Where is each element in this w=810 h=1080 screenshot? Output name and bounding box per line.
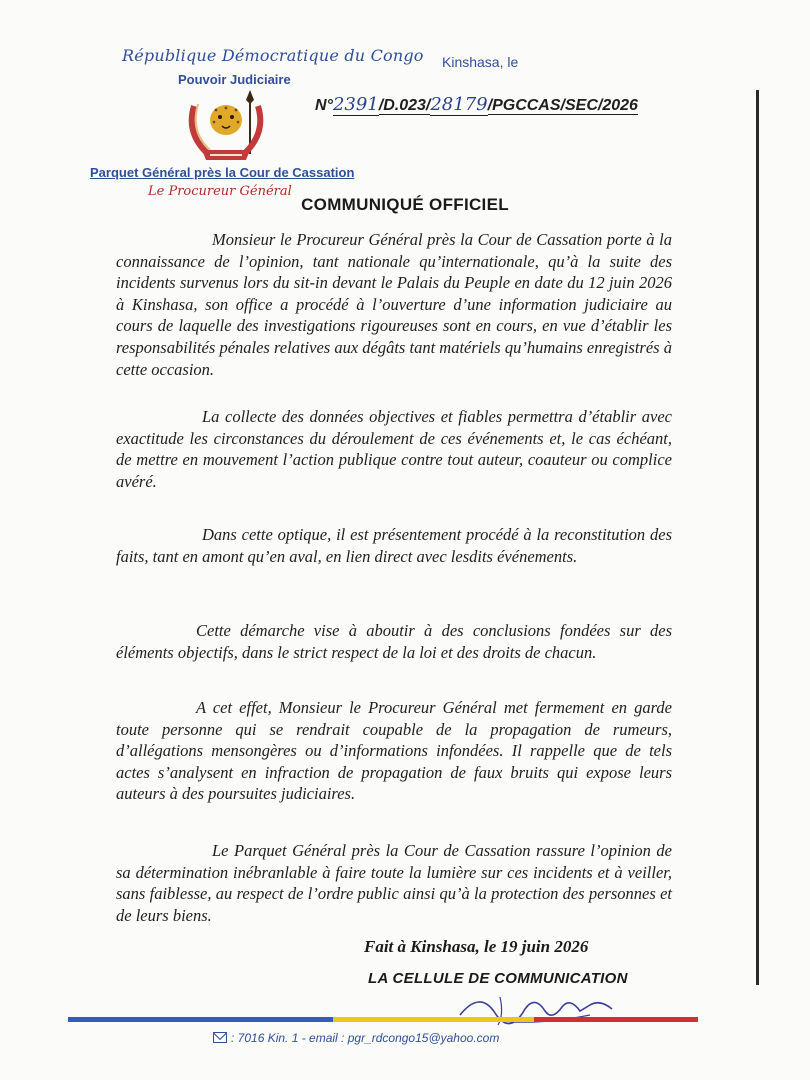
reference-segment-1: /D.023/ bbox=[378, 97, 431, 114]
header-place-date: Kinshasa, le bbox=[442, 54, 519, 70]
header-office: Parquet Général près la Cour de Cassation bbox=[90, 165, 355, 180]
envelope-icon bbox=[213, 1032, 227, 1043]
paragraph-4 bbox=[116, 620, 672, 663]
reference-handwritten-number-2: 28179 bbox=[430, 94, 488, 115]
header-official: Le Procureur Général bbox=[148, 184, 292, 199]
closing-place-date: Fait à Kinshasa, le 19 juin 2026 bbox=[364, 937, 589, 956]
closing-signatory: LA CELLULE DE COMMUNICATION bbox=[368, 970, 628, 987]
paragraph-3 bbox=[116, 524, 672, 567]
flag-red-segment bbox=[534, 1017, 698, 1022]
paragraph-1-text: Monsieur le Procureur Général près la Cour de Cassation porte à la connaissance de l’opinion, tant nationale qu’internationale, qu’à la suite des incidents survenus lors du sit-in devant le Palais du Peuple en date du 12 juin 2026 à Kinshasa, son office a procédé à l’ouverture d’une information judiciaire au cours de laquelle des investigations rigoureuses sont en cours, en vue d’établir les responsabilités pénales relatives aux dégâts tant matériels qu’humains enregistrés à cette occasion. bbox=[116, 230, 672, 379]
paragraph-5 bbox=[116, 697, 672, 805]
reference-number bbox=[315, 94, 638, 115]
coat-of-arms-icon bbox=[180, 88, 272, 166]
paragraph-6 bbox=[116, 840, 672, 926]
flag-yellow-segment bbox=[333, 1017, 535, 1022]
paragraph-5-text: A cet effet, Monsieur le Procureur Général met fermement en garde toute personne qui se rendrait coupable de la propagation de rumeurs, d’allégations mensongères ou d’informations infondées. Il rappelle que de tels actes s’analysent en infraction de propagation de faux bruits qui expose leurs auteurs à des poursuites judiciaires. bbox=[116, 698, 672, 804]
document-title: COMMUNIQUÉ OFFICIEL bbox=[301, 195, 509, 214]
paragraph-6-text: Le Parquet Général près la Cour de Cassation rassure l’opinion de sa détermination inébranlable à faire toute la lumière sur ces incidents et à veiller, sans faiblesse, au respect de l’ordre public ainsi qu’à la protection des personnes et de leurs biens. bbox=[116, 841, 672, 925]
paragraph-1 bbox=[116, 229, 672, 380]
paragraph-4-text: Cette démarche vise à aboutir à des conclusions fondées sur des éléments objectifs, dans le strict respect de la loi et des droits de chacun. bbox=[116, 621, 672, 662]
reference-handwritten-number: 2391 bbox=[332, 94, 379, 115]
reference-prefix: N° bbox=[315, 97, 333, 114]
flag-blue-segment bbox=[68, 1017, 333, 1022]
paragraph-2 bbox=[116, 406, 672, 492]
header-power: Pouvoir Judiciaire bbox=[178, 72, 291, 87]
footer-contact-text: : 7016 Kin. 1 - email : pgr_rdcongo15@yahoo.com bbox=[231, 1031, 500, 1045]
paragraph-3-text: Dans cette optique, il est présentement procédé à la reconstitution des faits, tant en amont qu’en aval, en lien direct avec lesdits événements. bbox=[116, 525, 672, 566]
paragraph-2-text: La collecte des données objectives et fiables permettra d’établir avec exactitude les circonstances du déroulement de ces événements et, le cas échéant, de mettre en mouvement l’action publique contre tout auteur, coauteur ou complice avéré. bbox=[116, 407, 672, 491]
handwritten-signature bbox=[440, 985, 640, 1030]
header-republic: République Démocratique du Congo bbox=[122, 46, 424, 65]
footer-contact bbox=[213, 1031, 499, 1045]
reference-segment-2: /PGCCAS/SEC/2026 bbox=[487, 97, 638, 114]
page-edge-line bbox=[756, 90, 759, 985]
flag-colored-rule bbox=[68, 1017, 698, 1022]
